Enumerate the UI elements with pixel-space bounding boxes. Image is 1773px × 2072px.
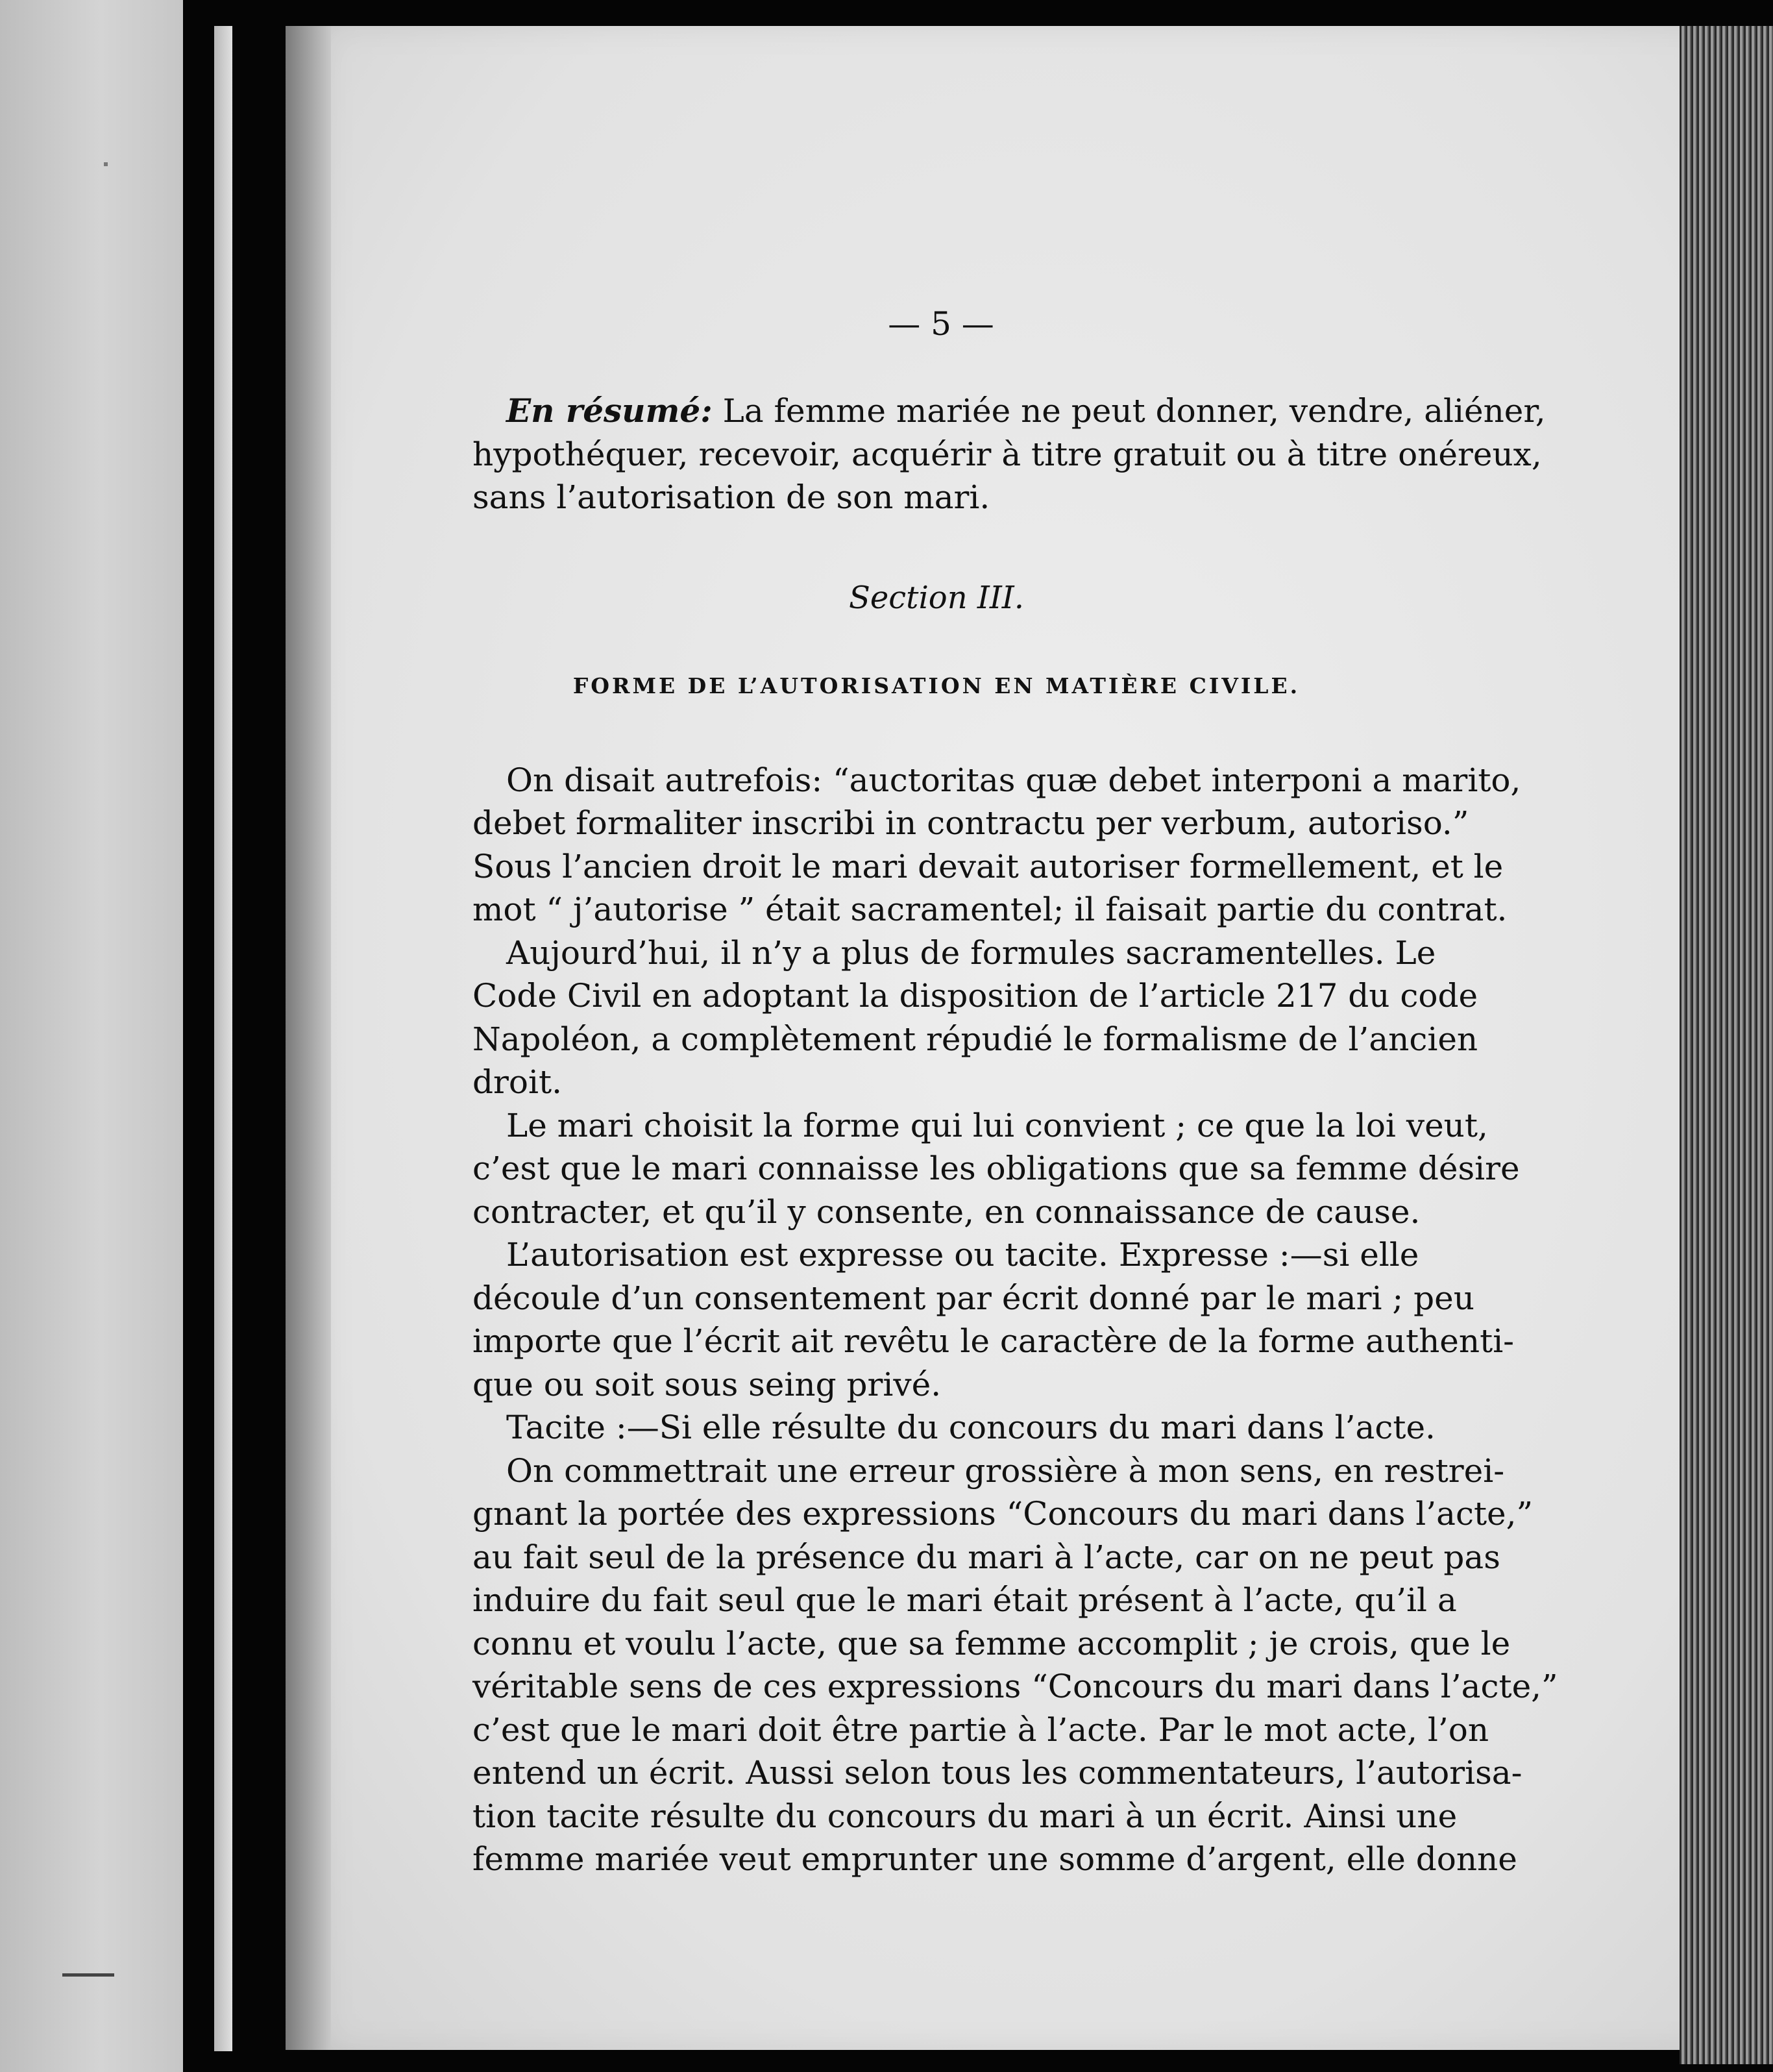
body-line: découle d’un consentement par écrit donné par le mari ; peu: [472, 1279, 1474, 1317]
body-line: véritable sens de ces expressions “Concours du mari dans l’acte,”: [472, 1668, 1558, 1705]
spacer: [472, 619, 1400, 665]
body-line: On commettrait une erreur grossière à mon sens, en restrei-: [506, 1451, 1505, 1490]
body-line: debet formaliter inscribi in contractu per verbum, autoriso.”: [472, 804, 1469, 842]
text-block: [472, 389, 1558, 1881]
body-line: contracter, et qu’il y consente, en connaissance de cause.: [472, 1192, 1421, 1231]
body-line: femme mariée veut emprunter une somme d’argent, elle donne: [472, 1840, 1517, 1878]
body-line: c’est que le mari doit être partie à l’acte. Par le mot acte, l’on: [472, 1710, 1489, 1749]
section-title: Section III.: [848, 579, 1025, 616]
body-line: Le mari choisit la forme qui lui convient ; ce que la loi veut,: [506, 1106, 1488, 1144]
resume-line-2: hypothéquer, recevoir, acquérir à titre gratuit ou à titre onéreux,: [472, 435, 1542, 473]
body-line: On disait autrefois: “auctoritas quæ debet interponi a marito,: [506, 761, 1521, 799]
left-page-mark: [62, 1973, 114, 1977]
body-line: mot “ j’autorise ” était sacramentel; il faisait partie du contrat.: [472, 891, 1508, 928]
body-line: que ou soit sous seing privé.: [472, 1365, 942, 1403]
left-page: [0, 0, 183, 2072]
spacer: [472, 519, 1400, 576]
gutter-strip: [214, 26, 232, 2051]
page-edge-stack: [1680, 26, 1773, 2064]
spine-shadow: [286, 26, 331, 2050]
resume-emphasis: En résumé:: [506, 391, 713, 430]
resume-line-1-text: La femme mariée ne peut donner, vendre, aliéner,: [722, 392, 1546, 430]
body-line: tion tacite résulte du concours du mari à un écrit. Ainsi une: [472, 1797, 1458, 1835]
body-line: au fait seul de la présence du mari à l’acte, car on ne peut pas: [472, 1538, 1500, 1576]
body-line: Sous l’ancien droit le mari devait autoriser formellement, et le: [472, 847, 1504, 885]
body-line: Tacite :—Si elle résulte du concours du mari dans l’acte.: [506, 1409, 1436, 1446]
resume-line-1: [472, 389, 1546, 433]
spacer: [472, 708, 1400, 759]
body-line: connu et voulu l’acte, que sa femme accomplit ; je crois, que le: [472, 1624, 1511, 1662]
left-page-speck: [104, 162, 108, 166]
body-line: Napoléon, a complètement répudié le formalisme de l’ancien: [472, 1020, 1478, 1058]
body-line: importe que l’écrit ait revêtu le caractère de la forme authenti-: [472, 1322, 1515, 1360]
body-line: Aujourd’hui, il n’y a plus de formules sacramentelles. Le: [506, 933, 1436, 972]
body-line: gnant la portée des expressions “Concours du mari dans l’acte,”: [472, 1495, 1534, 1533]
body-line: c’est que le mari connaisse les obligations que sa femme désire: [472, 1150, 1520, 1187]
section-heading: FORME DE L’AUTORISATION EN MATIÈRE CIVILE.: [572, 673, 1301, 698]
page-number: — 5 —: [888, 305, 994, 343]
body-line: droit.: [472, 1063, 562, 1101]
body-line: entend un écrit. Aussi selon tous les commentateurs, l’autorisa-: [472, 1754, 1522, 1792]
body-line: L’autorisation est expresse ou tacite. Expresse :—si elle: [506, 1236, 1419, 1274]
body-line: Code Civil en adoptant la disposition de l’article 217 du code: [472, 977, 1478, 1015]
resume-line-3: sans l’autorisation de son mari.: [472, 478, 990, 516]
body-line: induire du fait seul que le mari était présent à l’acte, qu’il a: [472, 1581, 1457, 1619]
